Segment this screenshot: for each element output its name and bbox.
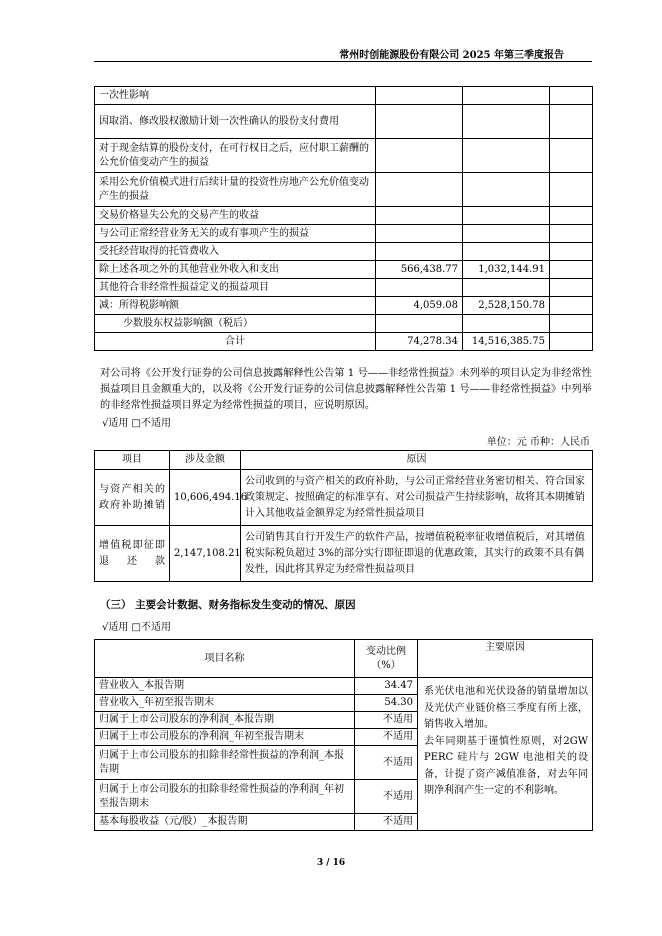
row-label: 采用公允价值模式进行后续计量的投资性房地产公允价值变动产生的损益 [95, 173, 376, 207]
table-row [95, 139, 593, 173]
header-rule [94, 61, 592, 62]
row-ratio: 不适用 [355, 712, 418, 729]
table-row [95, 87, 593, 105]
row-ratio: 不适用 [355, 780, 418, 814]
header-reason: 原因 [241, 451, 593, 470]
row-reason: 公司收到的与资产相关的政府补助，与公司正常经营业务密切相关、符合国家政策规定、按照确定的标准享有、对公司损益产生持续影响，故将其本期摊销计入其他收益金额界定为经常性损益项目 [241, 470, 593, 526]
reason-impairment: 去年同期基于谨慎性原则，对2GW PERC 硅片与 2GW 电池相关的设备，计提了资产减值准备，对去年同期净利润产生一定的不利影响。 [424, 735, 588, 796]
page-number: 3 / 16 [316, 858, 346, 868]
row-item: 归属于上市公司股东的净利润_年初至报告期末 [95, 729, 355, 746]
table-row [95, 315, 593, 333]
table-row [95, 470, 593, 526]
ytd-value: 2,528,150.78 [463, 297, 550, 315]
applicable-checkbox-line: √适用 □不适用 [102, 622, 171, 633]
row-item: 营业收入_本报告期 [95, 678, 355, 695]
reason-revenue: 系光伏电池和光伏设备的销量增加以及光伏产业链价格三季度有所上涨，销售收入增加。 [424, 686, 588, 730]
header-item-name: 项目名称 [95, 640, 355, 678]
row-ratio: 不适用 [355, 729, 418, 746]
row-label: 一次性影响 [95, 87, 376, 105]
row-item: 归属于上市公司股东的扣除非经常性损益的净利润_年初至报告期末 [95, 780, 355, 814]
row-reason: 公司销售其自行开发生产的软件产品，按增值税税率征收增值税后，对其增值税实际税负超过 3%的部分实行即征即退的优惠政策，其实行的政策不具有偶发性，因此将其界定为经常性损益项目 [241, 526, 593, 582]
table-row [95, 243, 593, 261]
row-label: 减：所得税影响额 [95, 297, 376, 315]
row-item: 增值税即征即退还款 [95, 526, 170, 582]
row-label: 少数股东权益影响额（税后） [95, 315, 376, 333]
row-label: 交易价格显失公允的交易产生的收益 [95, 207, 376, 225]
header-amount: 涉及金额 [170, 451, 241, 470]
table-row [95, 105, 593, 139]
current-period-value: 566,438.77 [376, 261, 463, 279]
key-data-change-table [94, 639, 593, 831]
applicable-checkbox-line: √适用 □不适用 [102, 418, 171, 429]
row-label: 受托经营取得的托管费收入 [95, 243, 376, 261]
row-label: 其他符合非经常性损益定义的损益项目 [95, 279, 376, 297]
unit-currency-note: 单位：元 币种：人民币 [486, 437, 590, 448]
row-label: 与公司正常经营业务无关的或有事项产生的损益 [95, 225, 376, 243]
table-row [95, 279, 593, 297]
row-item: 营业收入_年初至报告期末 [95, 695, 355, 712]
ytd-value: 1,032,144.91 [463, 261, 550, 279]
table-row [95, 526, 593, 582]
header-item: 项目 [95, 451, 170, 470]
table-header-row [95, 640, 593, 678]
row-ratio: 34.47 [355, 678, 418, 695]
row-item: 与资产相关的政府补助摊销 [95, 470, 170, 526]
recurring-items-table [94, 450, 593, 582]
table-header-row [95, 451, 593, 470]
section-heading: （三） 主要会计数据、财务指标发生变动的情况、原因 [100, 599, 356, 611]
table-row [95, 173, 593, 207]
row-ratio: 不适用 [355, 814, 418, 831]
row-amount: 2,147,108.21 [170, 526, 241, 582]
table-row [95, 297, 593, 315]
row-item: 基本每股收益（元/股）_本报告期 [95, 814, 355, 831]
row-label: 对于现金结算的股份支付，在可行权日之后，应付职工薪酬的公允价值变动产生的损益 [95, 139, 376, 173]
total-label: 合计 [95, 333, 376, 351]
row-ratio: 54.30 [355, 695, 418, 712]
non-recurring-items-table [94, 86, 593, 351]
row-ratio: 不适用 [355, 746, 418, 780]
table-row [95, 678, 593, 695]
total-ytd-value: 14,516,385.75 [463, 333, 550, 351]
total-current-value: 74,278.34 [376, 333, 463, 351]
table-row [95, 225, 593, 243]
page-header: 常州时创能源股份有限公司 2025 年第三季度报告 [339, 50, 564, 61]
row-label: 因取消、修改股权激励计划一次性确认的股份支付费用 [95, 105, 376, 139]
header-main-reason: 主要原因 [418, 640, 593, 678]
row-item: 归属于上市公司股东的扣除非经常性损益的净利润_本报告期 [95, 746, 355, 780]
explanation-paragraph: 对公司将《公开发行证券的公司信息披露解释性公告第 1 号——非经常性损益》未列举的项目认定为非经常性损益项目且金额重大的，以及将《公开发行证券的公司信息披露解释性公告第 1 号——非经常性损益》中列举的非经常性损益项目界定为经常性损益的项目，应说明原因。 [100, 368, 592, 411]
table-row [95, 261, 593, 279]
main-reason-cell [418, 678, 593, 831]
row-amount: 10,606,494.16 [170, 470, 241, 526]
header-change-ratio: 变动比例（%） [355, 640, 418, 678]
table-row [95, 207, 593, 225]
total-row [95, 333, 593, 351]
row-label: 除上述各项之外的其他营业外收入和支出 [95, 261, 376, 279]
row-item: 归属于上市公司股东的净利润_本报告期 [95, 712, 355, 729]
current-period-value: 4,059.08 [376, 297, 463, 315]
